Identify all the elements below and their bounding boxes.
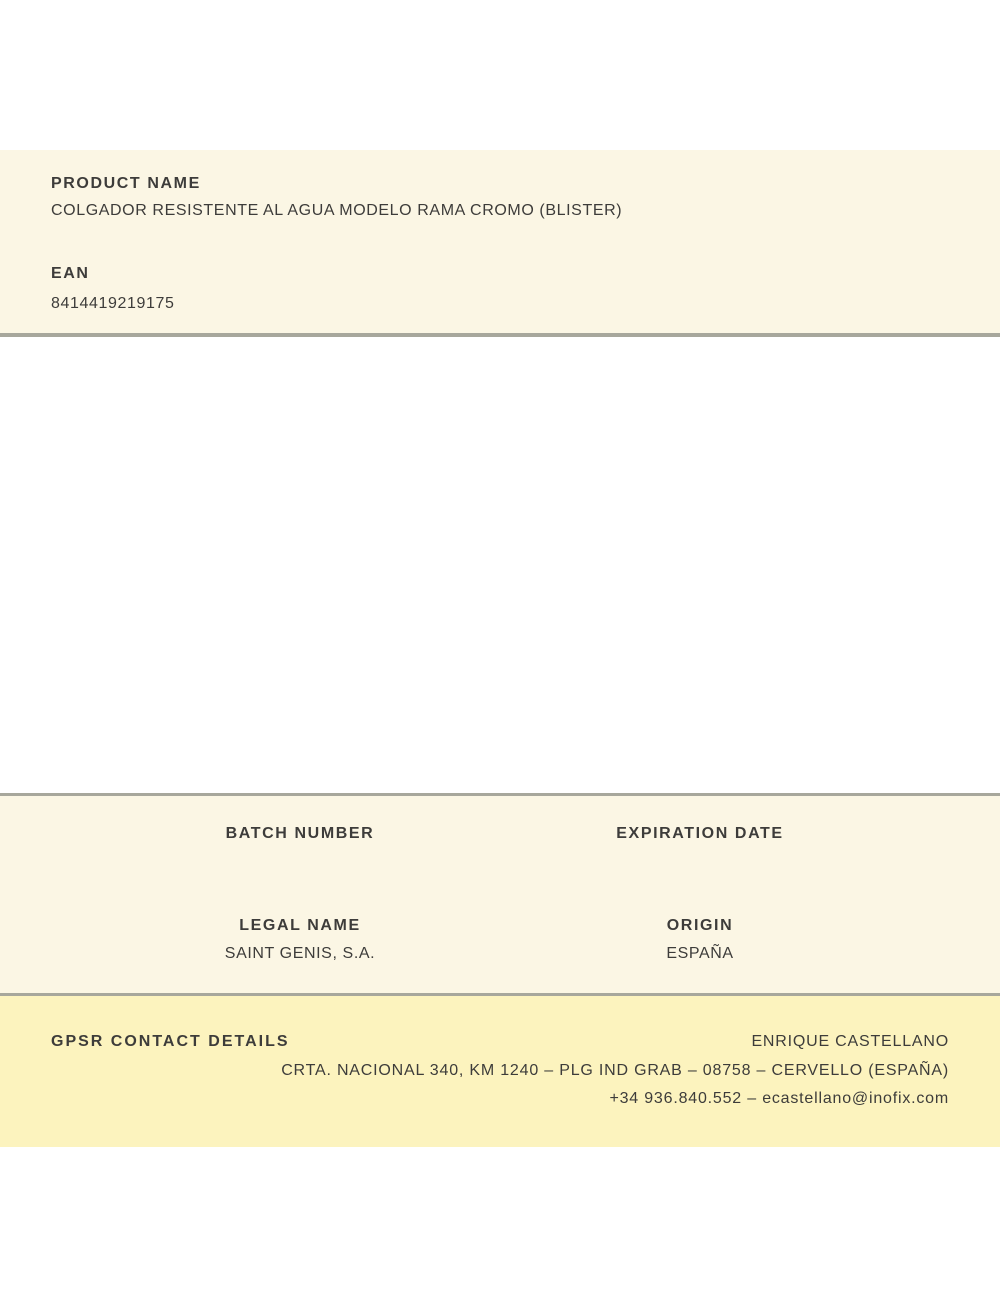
origin-field (500, 916, 900, 963)
gpsr-contact-address: CRTA. NACIONAL 340, KM 1240 – PLG IND GRAB – 08758 – CERVELLO (ESPAÑA) (281, 1061, 949, 1079)
product-name-value: COLGADOR RESISTENTE AL AGUA MODELO RAMA CROMO (BLISTER) (51, 202, 623, 219)
origin-value: ESPAÑA (666, 945, 734, 962)
legal-name-label: LEGAL NAME (239, 917, 361, 934)
gpsr-heading: GPSR CONTACT DETAILS (51, 1033, 290, 1050)
origin-label: ORIGIN (666, 917, 734, 934)
expiration-date-field (500, 824, 900, 843)
product-name-label: PRODUCT NAME (51, 175, 201, 192)
batch-number-label: BATCH NUMBER (225, 825, 375, 842)
batch-number-field (100, 824, 500, 843)
ean-label: EAN (51, 265, 90, 282)
gpsr-contact-phone-email: +34 936.840.552 – ecastellano@inofix.com (609, 1090, 949, 1107)
legal-name-field (100, 916, 500, 963)
batch-section (0, 793, 1000, 993)
gpsr-contact-name: ENRIQUE CASTELLANO (751, 1033, 949, 1050)
gpsr-contact-section (0, 993, 1000, 1147)
ean-value: 8414419219175 (51, 295, 175, 312)
product-section (0, 150, 1000, 337)
legal-name-value: SAINT GENIS, S.A. (224, 945, 376, 962)
expiration-date-label: EXPIRATION DATE (616, 825, 784, 842)
